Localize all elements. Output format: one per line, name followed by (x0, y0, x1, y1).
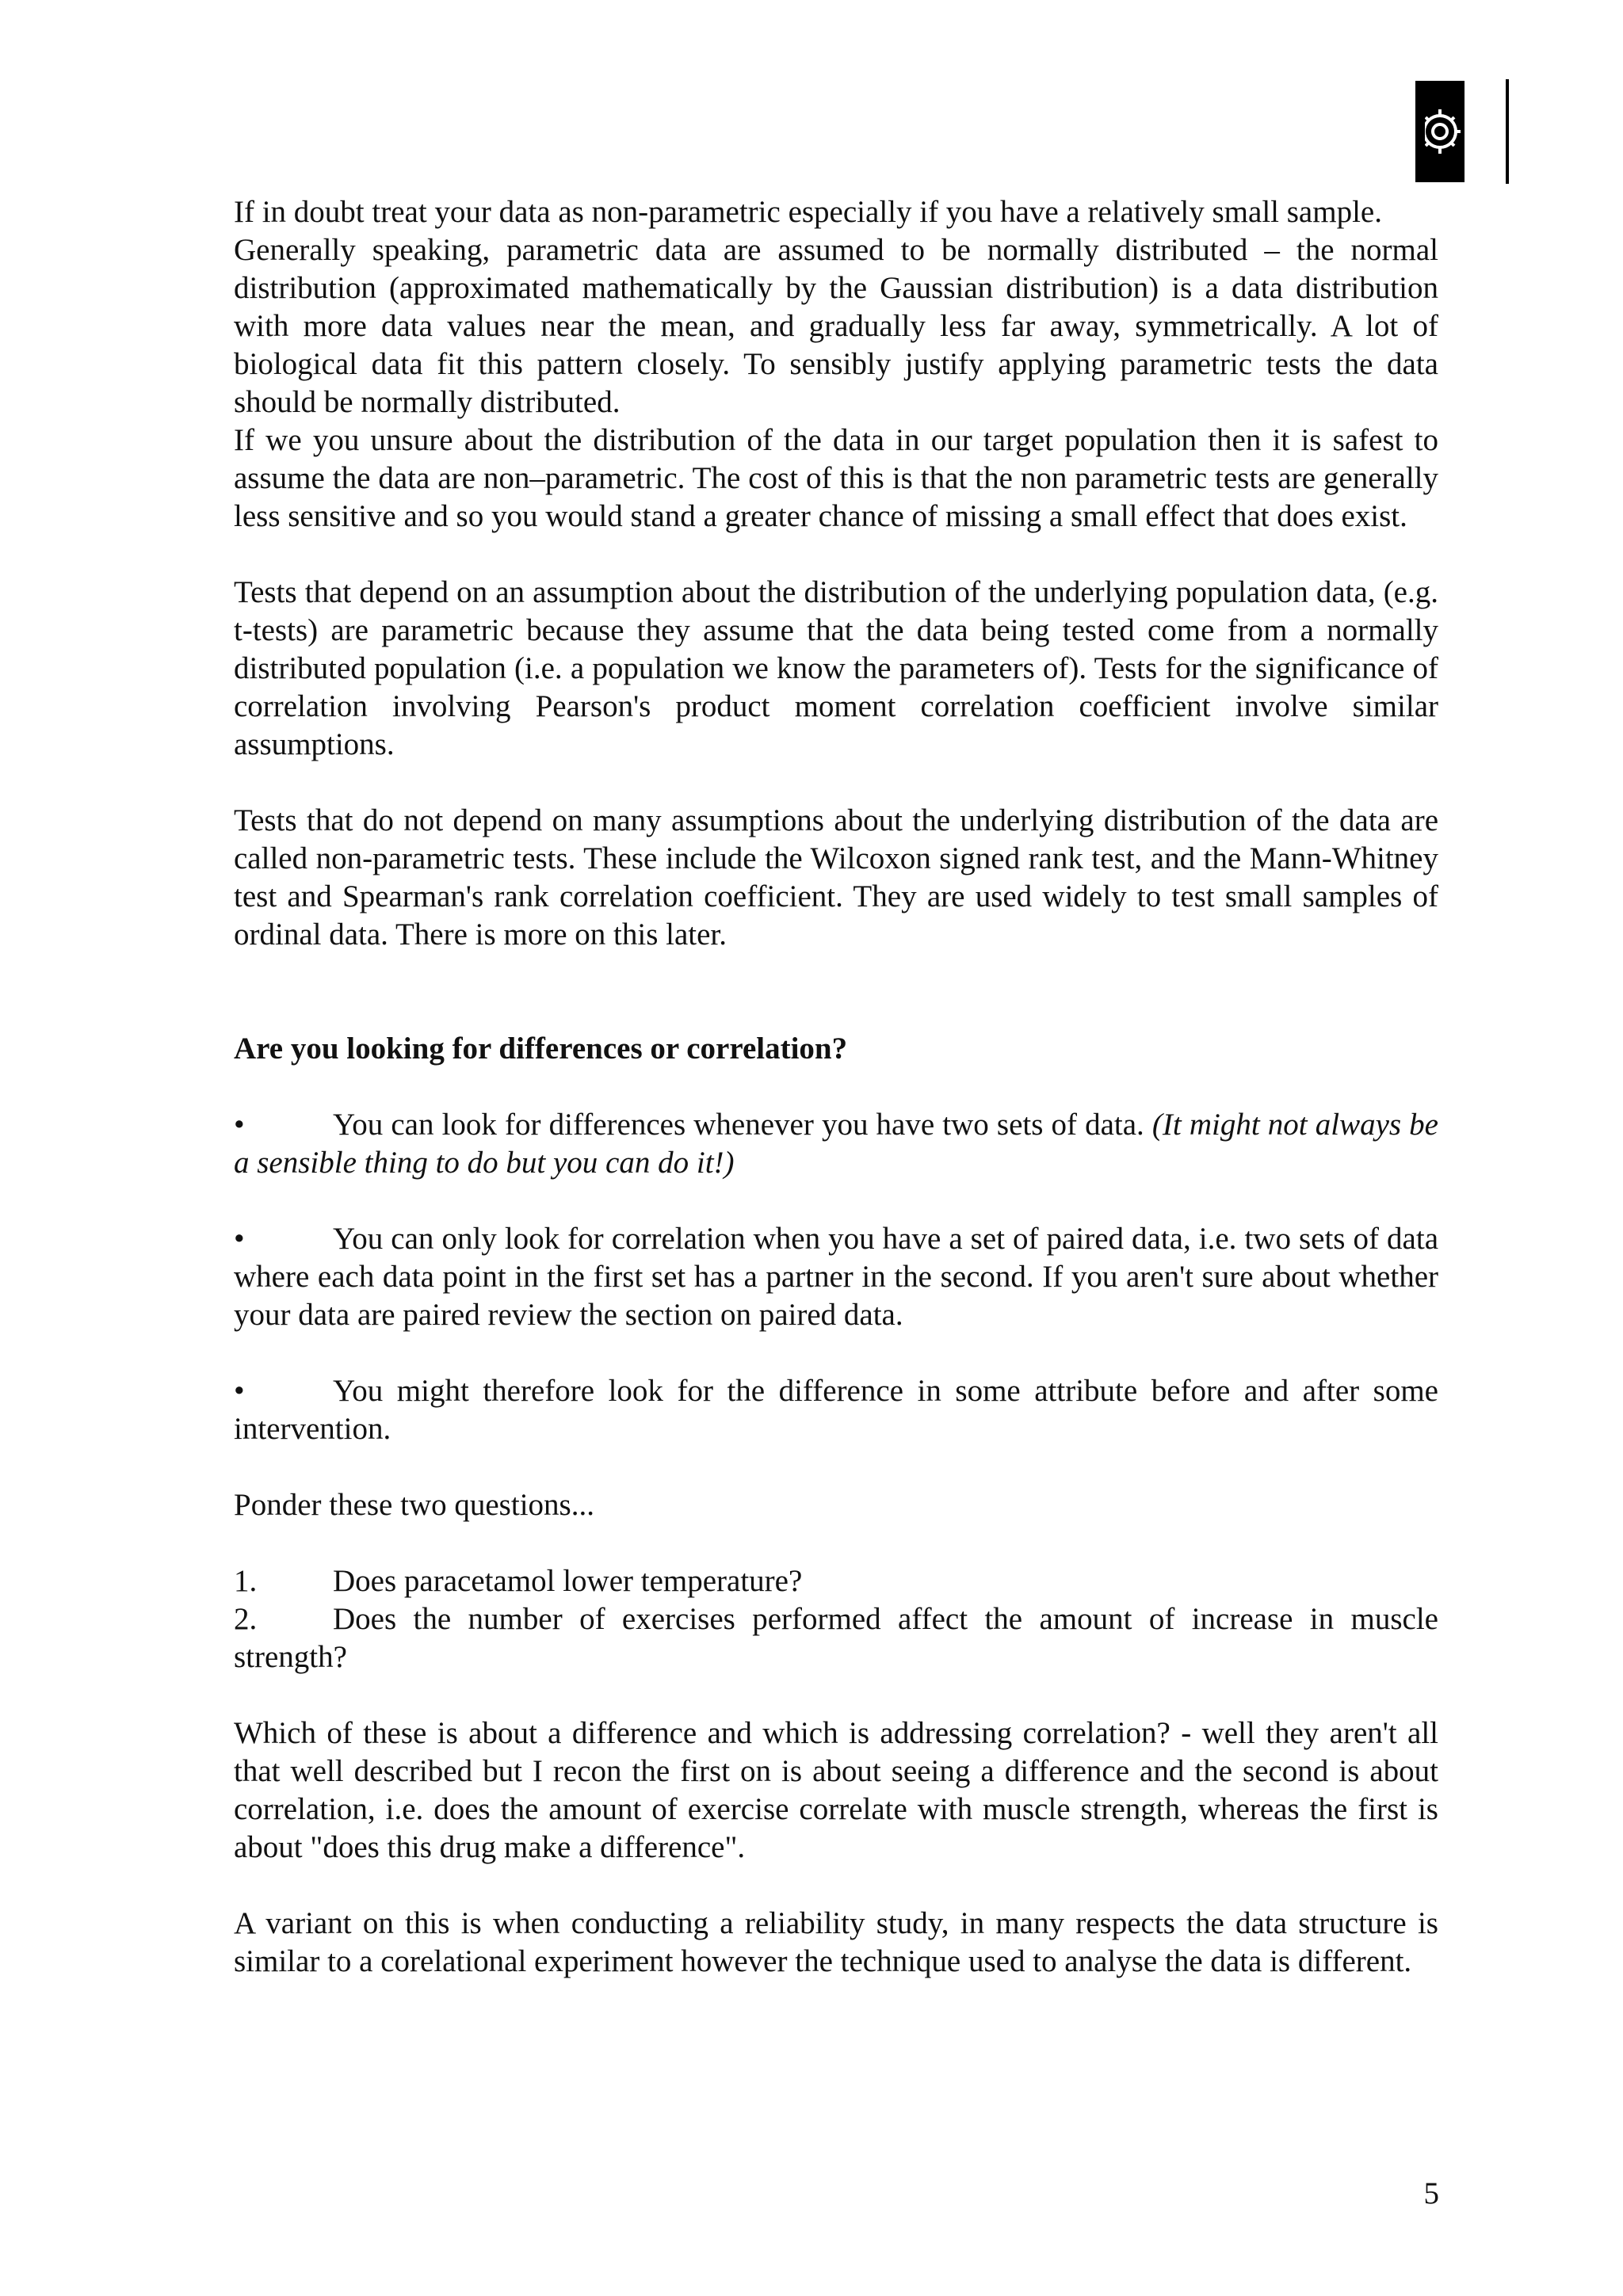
page-content (234, 193, 1438, 1981)
bullet-icon: • (234, 1222, 245, 1256)
paragraph-normal-distribution: Generally speaking, parametric data are assumed to be normally distributed – the normal distribution (approximated mathematically by the Gaussian distribution) is a data distribution with more data values near the mean, and gradually less far away, symmetrically. A lot of biological data fit this pattern closely. To sensibly justify applying parametric tests the data should be normally distributed. (234, 233, 1438, 419)
bullet-item (234, 1220, 1438, 1334)
section-heading: Are you looking for differences or correlation? (234, 1032, 848, 1066)
bullet-aside: (It might not always be a sensible thing to do but you can do it!) (234, 1108, 1438, 1180)
question-number: 2. (234, 1602, 258, 1636)
question-text: Does the number of exercises performed affect the amount of increase in muscle strength? (234, 1602, 1438, 1674)
page-number: 5 (1423, 2176, 1439, 2210)
question-item (234, 1562, 1438, 1600)
bullet-item (234, 1372, 1438, 1448)
bullet-item (234, 1106, 1438, 1182)
logo (1415, 81, 1465, 182)
paragraph-unsure-distribution: If we you unsure about the distribution of the data in our target population then it is safest to assume the data are non–parametric. The cost of this is that the non parametric tests are generally less sensitive and so you would stand a greater chance of missing a small effect that does exist. (234, 423, 1438, 533)
ponder-text: Ponder these two questions... (234, 1488, 594, 1522)
wheel-emblem-icon (1415, 81, 1465, 182)
paragraph-intro: If in doubt treat your data as non-parametric especially if you have a relatively small sample. (234, 195, 1382, 229)
bullet-icon: • (234, 1374, 245, 1408)
bullet-text: You can look for differences whenever you have two sets of data. (333, 1108, 1144, 1142)
bullet-text: You might therefore look for the difference in some attribute before and after some intervention. (234, 1374, 1438, 1446)
bullet-icon: • (234, 1108, 245, 1142)
bullet-text: You can only look for correlation when you have a set of paired data, i.e. two sets of data where each data point in the first set has a partner in the second. If you aren't sure about whether your data are paired review the section on paired data. (234, 1222, 1438, 1332)
paragraph-non-parametric-tests: Tests that do not depend on many assumptions about the underlying distribution of the data are called non-parametric tests. These include the Wilcoxon signed rank test, and the Mann-Whitney test and Spearman's rank correlation coefficient. They are used widely to test small samples of ordinal data. There is more on this later. (234, 803, 1438, 952)
paragraph-difference-vs-correlation: Which of these is about a difference and which is addressing correlation? - well they aren't all that well described but I recon the first on is about seeing a difference and the second is about correlation, i.e. does the amount of exercise correlate with muscle strength, whereas the first is about "does this drug make a difference". (234, 1716, 1438, 1864)
paragraph-reliability-variant: A variant on this is when conducting a reliability study, in many respects the data structure is similar to a corelational experiment however the technique used to analyse the data is different. (234, 1906, 1438, 1978)
paragraph-parametric-tests: Tests that depend on an assumption about the distribution of the underlying population data, (e.g. t-tests) are parametric because they assume that the data being tested come from a normally distributed population (i.e. a population we know the parameters of). Tests for the significance of correlation involving Pearson's product moment correlation coefficient involve similar assumptions. (234, 575, 1438, 761)
question-item (234, 1600, 1438, 1676)
question-number: 1. (234, 1564, 258, 1598)
header-rule (1506, 79, 1509, 184)
question-text: Does paracetamol lower temperature? (333, 1564, 803, 1598)
